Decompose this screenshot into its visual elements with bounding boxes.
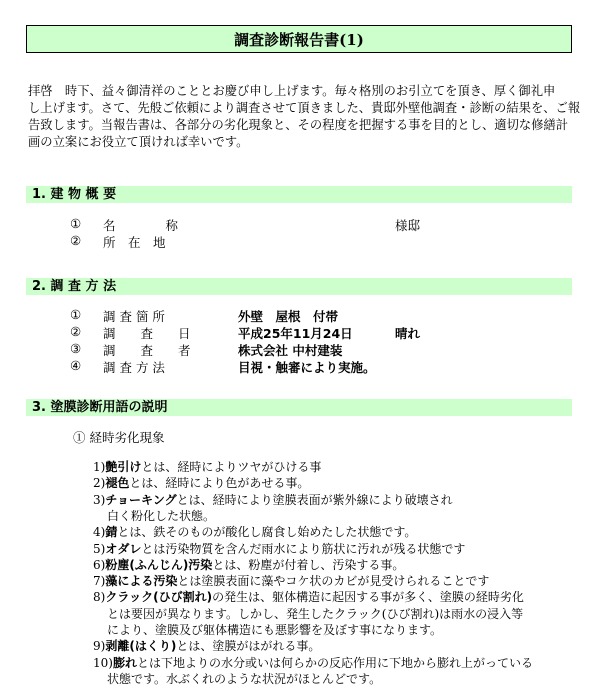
term-number: 4): [93, 525, 106, 540]
term-description: とは、経時によりツヤがひける事: [141, 460, 322, 474]
row-label: 所 在 地: [103, 235, 166, 250]
row-label: 名 称: [103, 218, 179, 233]
term-item: [93, 458, 321, 475]
term-item: [107, 507, 215, 524]
term-item: [93, 654, 533, 671]
term-item: [107, 670, 381, 687]
term-keyword: オダレ: [105, 541, 142, 556]
term-number: 8): [93, 590, 106, 605]
row-label: 調 査 方 法: [103, 360, 165, 375]
term-number: 2): [93, 476, 106, 491]
term-description: 白く粉化した状態。: [107, 508, 216, 523]
term-keyword: チョーキング: [105, 492, 177, 507]
row-number: ④: [70, 358, 82, 373]
term-item: [93, 556, 404, 573]
term-description: とは塗膜表面に藻やコケ状のカビが見受けられることです: [177, 574, 490, 589]
term-number: 6): [93, 557, 106, 572]
row-label: 調 査 者: [103, 343, 191, 358]
term-description: とは、経時により色があせる事。: [129, 476, 310, 491]
row-label: 調 査 日: [103, 326, 191, 341]
term-item: [107, 621, 442, 638]
section-heading-survey-method: 2. 調 査 方 法: [26, 278, 572, 295]
term-keyword: 粉塵(ふんじん)汚染: [105, 557, 213, 572]
term-number: 10): [93, 655, 113, 670]
term-description: の発生は、躯体構造に起因する事が多く、塗膜の経時劣化: [212, 590, 524, 605]
intro-line: 告致します。当報告書は、各部分の劣化現象と、その程度を把握する事を目的とし、適切な修繕計: [28, 118, 569, 132]
term-number: 7): [93, 574, 106, 589]
section-heading-coating-terms: 3. 塗膜診断用語の説明: [26, 399, 572, 416]
term-description: とは下地よりの水分或いは何らかの反応作用に下地から膨れ上がっている: [136, 655, 533, 670]
row-number: ①: [70, 307, 82, 322]
term-number: 3): [93, 492, 106, 507]
row-suffix: 様邸: [395, 218, 421, 233]
row-value: 株式会社 中村建装: [238, 343, 343, 358]
term-description: とは、粉塵が付着し、汚染する事。: [212, 557, 405, 572]
term-description: 状態です。水ぶくれのような状況がほとんどです。: [107, 671, 382, 686]
row-value: 平成25年11月24日: [238, 326, 353, 341]
section-heading-building-overview: 1. 建 物 概 要: [26, 186, 572, 203]
intro-line: 拝啓 時下、益々御清祥のこととお慶び申し上げます。毎々格別のお引立てを頂き、厚く御礼申: [28, 84, 556, 98]
intro-line: し上げます。さて、先般ご依頼により調査させて頂きました、貴邸外壁他調査・診断の結果を、ご報: [28, 101, 581, 115]
term-keyword: 錆: [105, 525, 118, 540]
term-item: [93, 523, 416, 540]
term-number: 1): [93, 460, 106, 474]
row-value: 外壁 屋根 付帯: [238, 309, 339, 324]
term-keyword: 膨れ: [112, 655, 137, 670]
term-keyword: 藻による汚染: [105, 574, 178, 589]
term-description: とは、鉄そのものが酸化し腐食し始めたした状態です。: [117, 525, 417, 540]
term-item: [93, 637, 320, 654]
row-number: ②: [70, 324, 82, 339]
term-item: [93, 572, 489, 589]
term-description: により、塗膜及び躯体構造にも悪影響を及ぼす事になります。: [107, 623, 443, 637]
term-item: [93, 491, 453, 508]
term-description: とは要因が異なります。しかし、発生したクラック(ひび割れ)は雨水の浸入等: [107, 606, 524, 621]
term-keyword: 艶引け: [105, 460, 142, 474]
term-description: とは、経時により塗膜表面が紫外線により破壊され: [176, 492, 453, 507]
row-number: ③: [70, 341, 82, 356]
row-label: 調 査 箇 所: [103, 309, 165, 324]
term-number: 5): [93, 541, 106, 556]
term-keyword: 褪色: [105, 476, 130, 491]
term-keyword: 剥離(はくり): [105, 639, 177, 654]
row-value: 目視・触審により実施。: [238, 360, 376, 375]
term-item: [93, 540, 465, 557]
term-item: [107, 605, 523, 622]
term-item: [93, 474, 309, 491]
subsection-heading: ① 経時劣化現象: [73, 430, 165, 445]
weather-value: 晴れ: [395, 326, 421, 341]
term-description: とは汚染物質を含んだ雨水により筋状に汚れが残る状態です: [141, 541, 466, 556]
report-title: 調査診断報告書(1): [26, 25, 572, 53]
row-number: ①: [70, 216, 82, 231]
intro-line: 画の立案にお役立て頂ければ幸いです。: [28, 135, 249, 149]
term-description: とは、塗膜がはがれる事。: [176, 639, 321, 654]
term-item: [93, 588, 524, 605]
intro-paragraph: [28, 83, 581, 151]
row-number: ②: [70, 233, 82, 248]
term-number: 9): [93, 639, 106, 654]
term-keyword: クラック(ひび割れ): [105, 590, 213, 605]
